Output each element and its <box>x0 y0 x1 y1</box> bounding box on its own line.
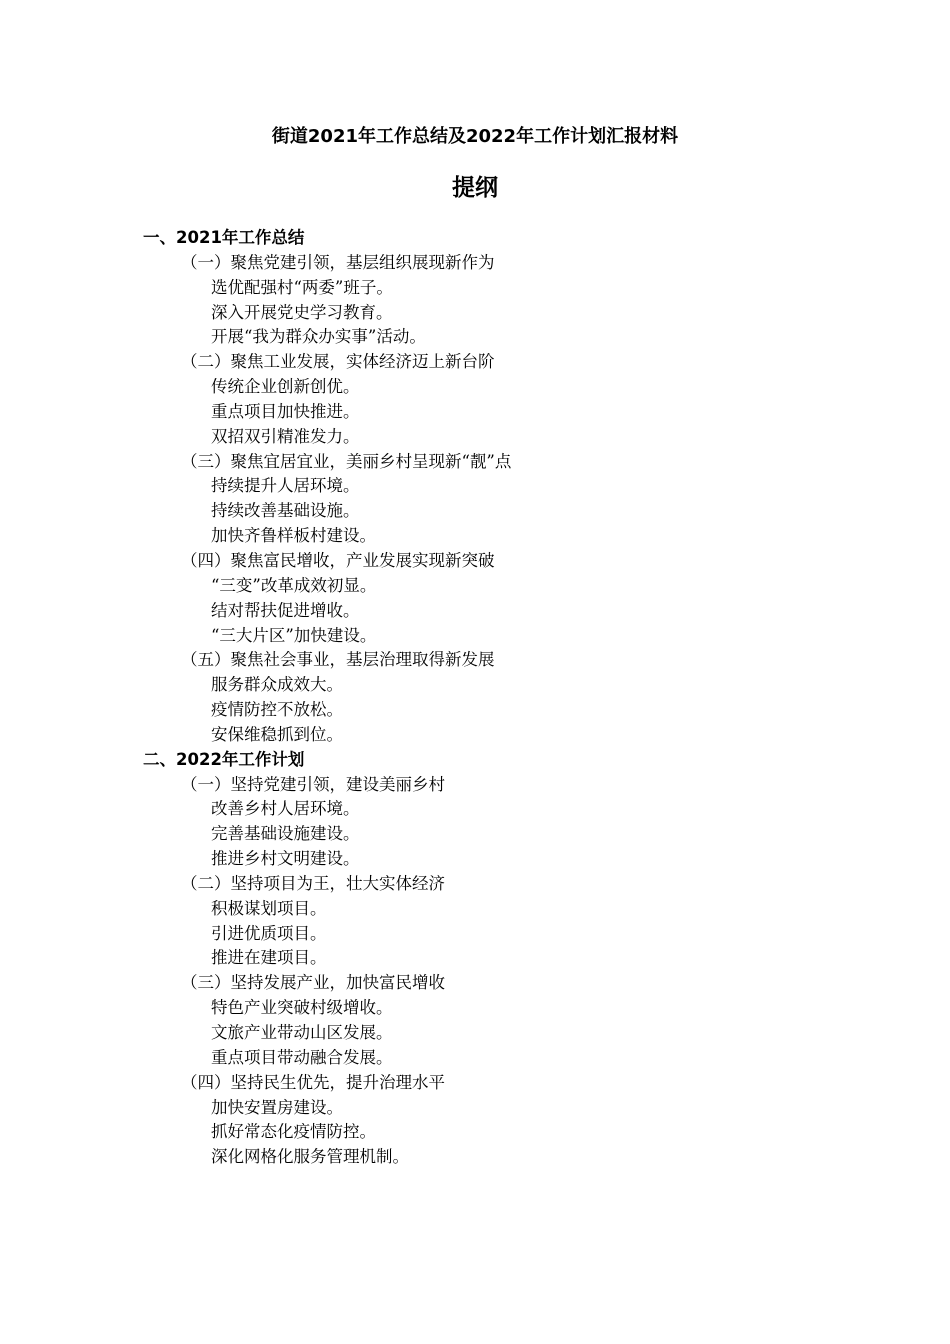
outline-item: 抓好常态化疫情防控。 <box>211 1122 376 1142</box>
outline-item: “三大片区”加快建设。 <box>211 625 377 645</box>
outline-item: 推进乡村文明建设。 <box>211 849 360 869</box>
outline-item: 选优配强村“两委”班子。 <box>211 277 393 297</box>
document-title: 街道2021年工作总结及2022年工作计划汇报材料 <box>271 126 679 147</box>
outline-item: 改善乡村人居环境。 <box>211 799 360 819</box>
section-heading: 二、2022年工作计划 <box>143 749 305 769</box>
subsection-heading: （三）坚持发展产业，加快富民增收 <box>181 973 445 993</box>
document-subtitle: 提纲 <box>452 175 498 201</box>
outline <box>143 226 843 1170</box>
outline-item: 服务群众成效大。 <box>211 675 343 695</box>
outline-item: 积极谋划项目。 <box>211 898 327 918</box>
subsection-heading: （四）聚焦富民增收，产业发展实现新突破 <box>181 550 495 570</box>
outline-item: 疫情防控不放松。 <box>211 700 343 720</box>
outline-item: “三变”改革成效初显。 <box>211 575 377 595</box>
subsection-heading: （五）聚焦社会事业，基层治理取得新发展 <box>181 650 495 670</box>
subsection-heading: （二）聚焦工业发展，实体经济迈上新台阶 <box>181 352 495 372</box>
outline-item: 持续提升人居环境。 <box>211 476 360 496</box>
outline-item: 完善基础设施建设。 <box>211 824 360 844</box>
outline-item: 引进优质项目。 <box>211 923 327 943</box>
subsection-heading: （四）坚持民生优先，提升治理水平 <box>181 1072 445 1092</box>
outline-item: 加快安置房建设。 <box>211 1097 343 1117</box>
section-heading: 一、2021年工作总结 <box>143 228 305 247</box>
outline-item: 持续改善基础设施。 <box>211 501 360 521</box>
subsection-heading: （三）聚焦宜居宜业，美丽乡村呈现新“靓”点 <box>181 451 512 471</box>
outline-item: 推进在建项目。 <box>211 948 327 968</box>
outline-item: 重点项目带动融合发展。 <box>211 1047 393 1067</box>
outline-item: 深化网格化服务管理机制。 <box>211 1147 409 1167</box>
outline-item: 重点项目加快推进。 <box>211 401 360 421</box>
outline-item: 传统企业创新创优。 <box>211 377 360 397</box>
outline-item: 结对帮扶促进增收。 <box>211 600 360 620</box>
outline-item: 深入开展党史学习教育。 <box>211 302 393 322</box>
outline-item: 双招双引精准发力。 <box>211 426 360 446</box>
outline-item: 文旅产业带动山区发展。 <box>211 1023 393 1042</box>
outline-item: 加快齐鲁样板村建设。 <box>211 526 376 546</box>
subsection-heading: （二）坚持项目为王，壮大实体经济 <box>181 873 445 893</box>
outline-item: 特色产业突破村级增收。 <box>211 998 393 1018</box>
outline-item: 安保维稳抓到位。 <box>211 724 343 744</box>
subsection-heading: （一）聚焦党建引领，基层组织展现新作为 <box>181 252 495 272</box>
outline-item: 开展“我为群众办实事”活动。 <box>211 327 426 347</box>
subsection-heading: （一）坚持党建引领，建设美丽乡村 <box>181 774 445 794</box>
